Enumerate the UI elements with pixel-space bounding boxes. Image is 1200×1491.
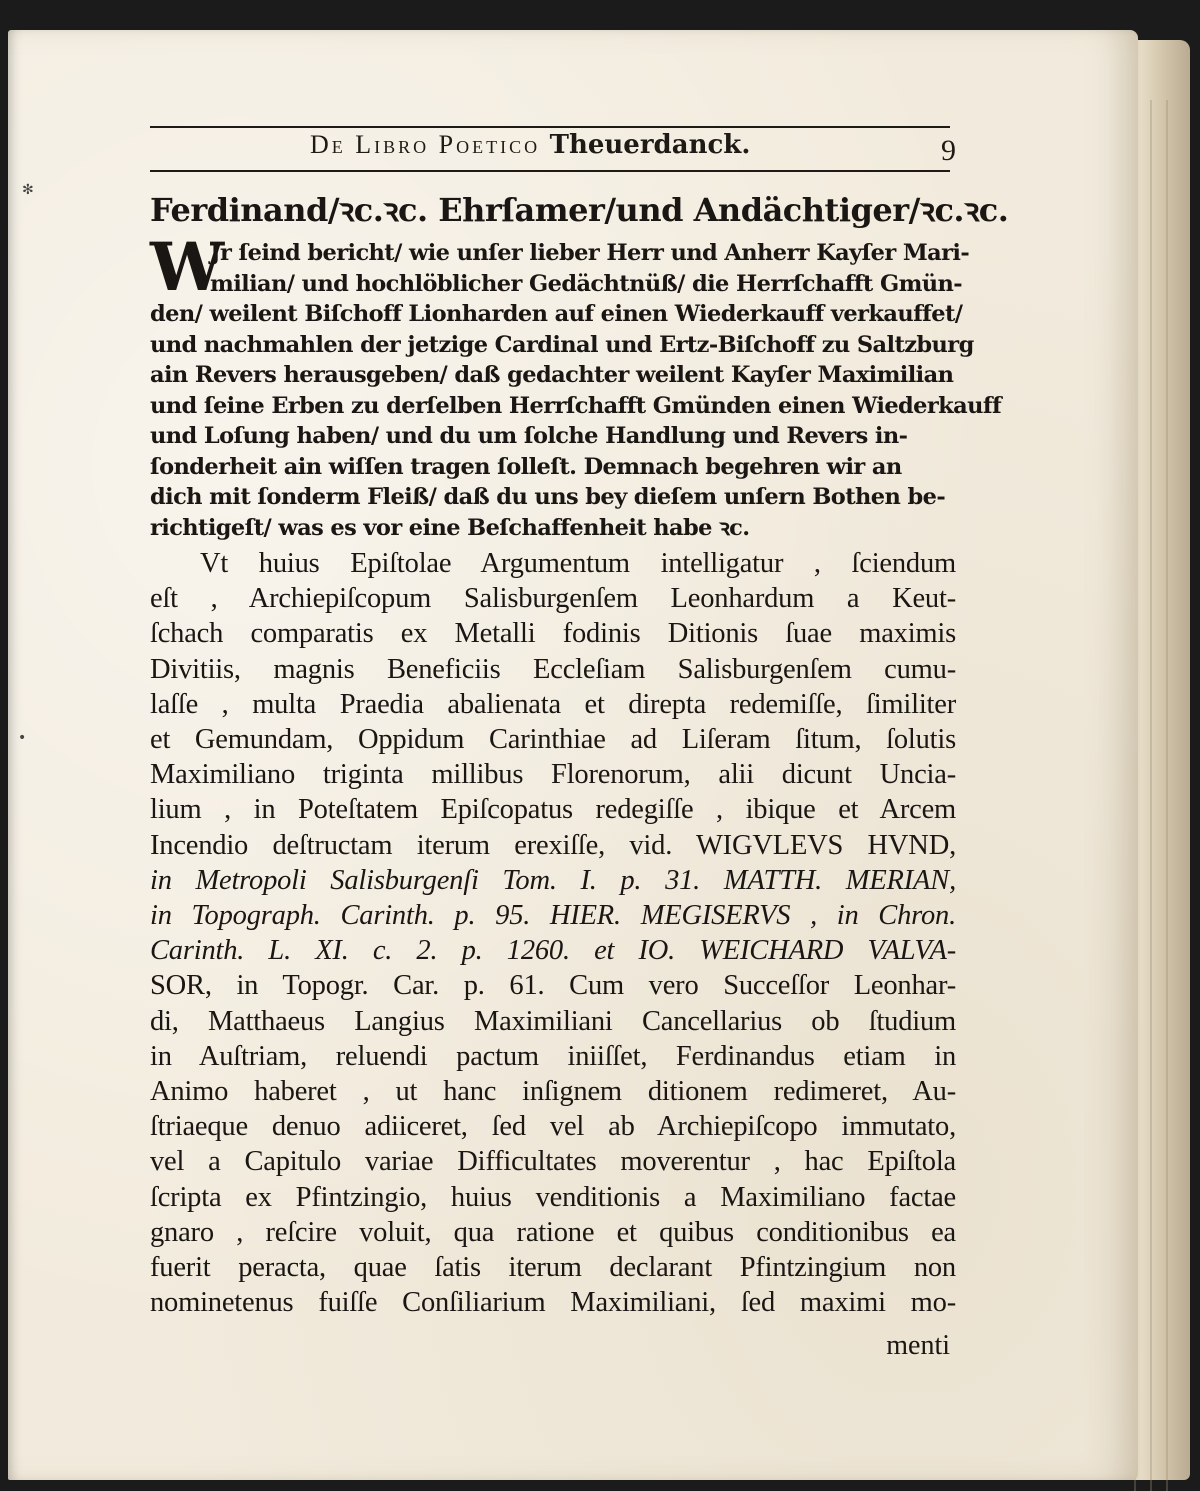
- catchword: menti: [886, 1330, 950, 1361]
- running-head-title-fraktur: Theuerdanck.: [549, 130, 751, 160]
- commentary-line: in Topograph. Carinth. p. 95. HIER. MEGISERVS , in Chron.: [150, 900, 956, 932]
- commentary-line: Vt huius Epiſtolae Argumentum intelligatur , ſciendum: [200, 548, 956, 579]
- commentary-line: in Auſtriam, reluendi pactum iniiſſet, Ferdinandus etiam in: [150, 1040, 956, 1072]
- commentary-line: in Metropoli Salisburgenſi Tom. I. p. 31. MATTH. MERIAN,: [150, 864, 956, 896]
- commentary-line: nominetenus fuiſſe Conſiliarium Maximiliani, ſed maximi mo-: [150, 1287, 956, 1319]
- commentary-line: ſchach comparatis ex Metalli fodinis Ditionis ſuae maximis: [150, 618, 956, 650]
- letter-salutation: Ferdinand/ꝛc.ꝛc. Ehrſamer/und Andächtiger/ꝛc.ꝛc.: [150, 191, 1009, 229]
- letter-line: und ſeine Erben zu derſelben Herrſchafft Gmünden einen Wiederkauff: [150, 392, 1002, 419]
- letter-line: Jr ſeind bericht/ wie unſer lieber Herr und Anherr Kayſer Mari-: [210, 240, 970, 266]
- commentary-line: Divitiis, magnis Beneficiis Eccleſiam Salisburgenſem cumu-: [150, 653, 956, 685]
- letter-text: [150, 228, 1002, 543]
- drop-cap: W: [150, 228, 225, 306]
- commentary-line: ſcripta ex Pfintzingio, huius venditionis a Maximiliano factae: [150, 1181, 956, 1213]
- page-edge-line: [1166, 100, 1168, 1491]
- header-top-rule: [150, 126, 950, 128]
- letter-line: den/ weilent Biſchoff Lionharden auf einen Wiederkauff verkauffet/: [150, 301, 963, 327]
- commentary-text: [150, 546, 956, 1320]
- commentary-line: lium , in Poteſtatem Epiſcopatus redegiſſe , ibique et Arcem: [150, 794, 956, 826]
- commentary-line: SOR, in Topogr. Car. p. 61. Cum vero Succeſſor Leonhar-: [150, 970, 956, 1002]
- letter-line: und nachmahlen der jetzige Cardinal und Ertz-Biſchoff zu Saltzburg: [150, 331, 974, 358]
- commentary-line: di, Matthaeus Langius Maximiliani Cancellarius ob ſtudium: [150, 1005, 956, 1037]
- commentary-line: vel a Capitulo variae Difficultates moverentur , hac Epiſtola: [150, 1146, 956, 1178]
- letter-line: und Loſung haben/ und du um ſolche Handlung und Revers in-: [150, 423, 908, 449]
- page-number: 9: [941, 134, 956, 167]
- running-head: [150, 130, 956, 167]
- commentary-line: Maximiliano triginta millibus Florenorum, alii dicunt Uncia-: [150, 759, 956, 791]
- letter-line: dich mit ſonderm Fleiß/ daß du uns bey dieſem unſern Bothen be-: [150, 484, 946, 510]
- commentary-line: Animo haberet , ut hanc inſignem ditionem redimeret, Au-: [150, 1076, 956, 1108]
- header-bottom-rule: [150, 170, 950, 172]
- letter-line: ſonderheit ain wiſſen tragen ſolleſt. Demnach begehren wir an: [150, 453, 902, 480]
- page-edge-line: [1150, 100, 1152, 1491]
- margin-mark: ✻: [22, 182, 34, 198]
- commentary-line: eſt , Archiepiſcopum Salisburgenſem Leonhardum a Keut-: [150, 583, 956, 615]
- commentary-line: et Gemundam, Oppidum Carinthiae ad Liſeram ſitum, ſolutis: [150, 724, 956, 756]
- letter-line: ain Revers herausgeben/ daß gedachter weilent Kayſer Maximilian: [150, 362, 954, 388]
- commentary-line: laſſe , multa Praedia abalienata et direpta redemiſſe, ſimiliter: [150, 688, 956, 720]
- commentary-line: Carinth. L. XI. c. 2. p. 1260. et IO. WEICHARD VALVA-: [150, 935, 956, 967]
- commentary-line: Incendio deſtructam iterum erexiſſe, vid. WIGVLEVS HVND,: [150, 829, 956, 861]
- commentary-line: fuerit peracta, quae ſatis iterum declarant Pfintzingium non: [150, 1252, 956, 1284]
- commentary-line: gnaro , reſcire voluit, qua ratione et quibus conditionibus ea: [150, 1216, 956, 1248]
- running-head-title-latin: De Libro Poetico: [310, 130, 541, 159]
- letter-line: richtigeſt/ was es vor eine Beſchaffenheit habe ꝛc.: [150, 514, 750, 541]
- commentary-line: ſtriaeque denuo adiiceret, ſed vel ab Archiepiſcopo immutato,: [150, 1111, 956, 1143]
- letter-line: milian/ und hochlöblicher Gedächtnüß/ die Herrſchafft Gmün-: [210, 270, 963, 297]
- running-head-title: [310, 130, 750, 160]
- margin-mark: •: [18, 730, 27, 746]
